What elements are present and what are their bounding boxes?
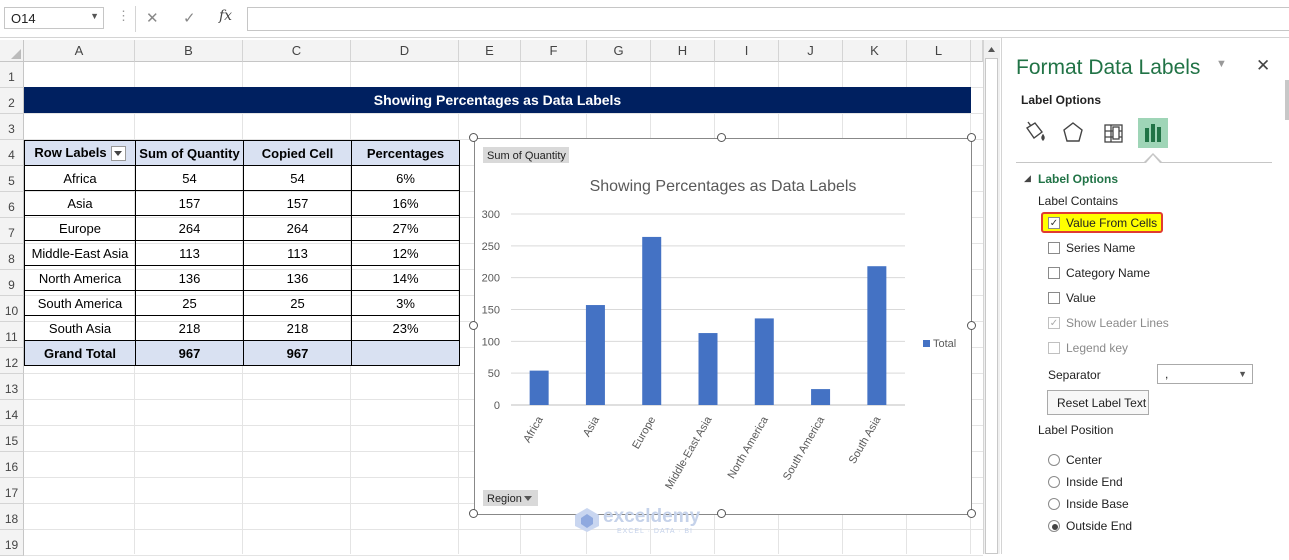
table-cell[interactable]: 25 — [244, 291, 352, 316]
table-cell[interactable]: 136 — [136, 266, 244, 291]
resize-handle[interactable] — [717, 509, 726, 518]
table-cell[interactable]: 16% — [352, 191, 460, 216]
column-header-a[interactable]: A — [24, 40, 135, 62]
column-header-c[interactable]: C — [243, 40, 351, 62]
exceldemy-logo — [573, 506, 601, 532]
radio-inside-end[interactable] — [1048, 475, 1188, 491]
table-cell[interactable] — [352, 341, 460, 366]
y-tick-label: 300 — [481, 209, 500, 221]
table-cell[interactable]: 264 — [244, 216, 352, 241]
table-row — [25, 241, 460, 266]
radio-label: Center — [1066, 453, 1103, 467]
separator-label: Separator — [1048, 368, 1101, 382]
checkbox-box[interactable] — [1048, 242, 1060, 254]
size-properties-tab-icon[interactable] — [1098, 118, 1128, 148]
row-header-18[interactable]: 18 — [0, 504, 24, 530]
cancel-icon[interactable]: ✕ — [146, 10, 159, 27]
table-cell[interactable]: Europe — [25, 216, 136, 241]
table-cell[interactable]: 54 — [244, 166, 352, 191]
bar-north-america[interactable] — [755, 318, 774, 405]
legend-label: Total — [933, 338, 957, 350]
row-header-4[interactable]: 4 — [0, 140, 24, 166]
x-tick-label: Asia — [580, 414, 603, 440]
collapse-triangle-icon[interactable]: ◢ — [1024, 173, 1031, 183]
resize-handle[interactable] — [967, 133, 976, 142]
checkbox-box[interactable] — [1048, 267, 1060, 279]
table-cell[interactable]: South America — [25, 291, 136, 316]
column-header-l[interactable]: L — [907, 40, 971, 62]
row-header-5[interactable]: 5 — [0, 166, 24, 192]
chevron-down-icon: ▼ — [1238, 369, 1247, 379]
pane-subtitle[interactable]: Label Options — [1021, 93, 1102, 107]
checkbox-box[interactable]: ✓ — [1049, 218, 1059, 229]
effects-tab-icon[interactable] — [1058, 118, 1088, 148]
radio-button[interactable] — [1048, 476, 1060, 488]
checkbox-value[interactable] — [1047, 291, 1197, 307]
radio-button[interactable] — [1048, 454, 1060, 466]
table-cell[interactable]: 113 — [136, 241, 244, 266]
watermark-tagline: EXCEL · DATA · BI — [617, 528, 693, 535]
column-header-b[interactable]: B — [135, 40, 243, 62]
scrollbar-thumb[interactable] — [985, 58, 998, 554]
grand-total-row — [25, 341, 460, 366]
header-sum-quantity[interactable]: Sum of Quantity — [136, 141, 244, 166]
resize-handle[interactable] — [967, 509, 976, 518]
table-cell[interactable]: 113 — [244, 241, 352, 266]
bar-europe[interactable] — [642, 237, 661, 405]
x-tick-label: Europe — [630, 414, 659, 452]
row-header-13[interactable]: 13 — [0, 374, 24, 400]
table-cell[interactable]: North America — [25, 266, 136, 291]
radio-button[interactable] — [1048, 498, 1060, 510]
more-options-icon: ⋮ — [117, 8, 130, 23]
row-header-12[interactable]: 12 — [0, 348, 24, 374]
checkbox-value-from-cells[interactable] — [1047, 216, 1197, 232]
resize-handle[interactable] — [469, 509, 478, 518]
filter-dropdown-icon[interactable] — [111, 146, 126, 161]
table-cell[interactable]: 25 — [136, 291, 244, 316]
resize-handle[interactable] — [469, 321, 478, 330]
x-tick-label: South America — [781, 414, 828, 483]
legend-swatch — [923, 340, 930, 347]
checkbox-box — [1048, 342, 1060, 354]
checkbox-box: ✓ — [1049, 318, 1059, 329]
y-tick-label: 200 — [481, 272, 500, 285]
radio-center[interactable] — [1048, 453, 1188, 469]
y-tick-label: 150 — [481, 304, 500, 317]
header-row-labels[interactable] — [25, 141, 136, 166]
table-cell[interactable]: 14% — [352, 266, 460, 291]
y-tick-label: 0 — [493, 400, 500, 412]
column-header-h[interactable]: H — [651, 40, 715, 62]
row-header-2[interactable]: 2 — [0, 88, 24, 114]
bar-south-america[interactable] — [811, 389, 830, 405]
header-percentages[interactable]: Percentages — [352, 141, 460, 166]
row-header-9[interactable]: 9 — [0, 270, 24, 296]
section-label-options[interactable]: Label Options — [1038, 172, 1119, 186]
column-header-g[interactable]: G — [587, 40, 651, 62]
table-cell[interactable]: Grand Total — [25, 341, 136, 366]
label-position-heading: Label Position — [1038, 423, 1114, 437]
table-row — [25, 166, 460, 191]
resize-handle[interactable] — [469, 133, 478, 142]
table-cell[interactable]: 12% — [352, 241, 460, 266]
pivot-table[interactable] — [24, 140, 460, 366]
table-row — [25, 191, 460, 216]
pane-scrollbar[interactable] — [1285, 80, 1289, 120]
y-tick-label: 100 — [481, 336, 500, 349]
table-cell[interactable]: Asia — [25, 191, 136, 216]
reset-label-text-label: Reset Label Text — [1057, 396, 1147, 410]
bar-south-asia[interactable] — [867, 266, 886, 405]
resize-handle[interactable] — [967, 321, 976, 330]
radio-inside-base[interactable] — [1048, 497, 1188, 513]
label-options-tab-icon[interactable] — [1138, 118, 1168, 148]
table-cell[interactable]: 6% — [352, 166, 460, 191]
watermark-name: exceldemy — [603, 506, 701, 527]
x-tick-label: North America — [725, 414, 771, 481]
label-contains-heading: Label Contains — [1038, 194, 1119, 208]
select-all-corner[interactable] — [0, 40, 24, 62]
checkbox-series-name[interactable] — [1047, 241, 1197, 257]
column-header-f[interactable]: F — [521, 40, 587, 62]
table-cell[interactable]: 136 — [244, 266, 352, 291]
y-tick-label: 50 — [487, 368, 500, 381]
table-cell[interactable]: 967 — [244, 341, 352, 366]
enter-icon[interactable]: ✓ — [183, 10, 196, 27]
checkbox-box[interactable] — [1048, 292, 1060, 304]
table-cell[interactable]: 23% — [352, 316, 460, 341]
row-header-1[interactable]: 1 — [0, 62, 24, 88]
table-cell[interactable]: 218 — [244, 316, 352, 341]
checkbox-show-leader-lines — [1047, 316, 1197, 332]
checkbox-legend-key — [1047, 341, 1197, 357]
x-tick-label: South Asia — [846, 414, 884, 467]
checkbox-label: Category Name — [1066, 266, 1151, 280]
row-header-6[interactable]: 6 — [0, 192, 24, 218]
checkbox-label: Value From Cells — [1066, 216, 1158, 230]
row-gridline — [24, 113, 983, 114]
checkbox-label: Series Name — [1066, 241, 1136, 255]
x-tick-label: Africa — [521, 414, 546, 445]
row-header-3[interactable]: 3 — [0, 114, 24, 140]
table-row — [25, 316, 460, 341]
table-cell[interactable]: Africa — [25, 166, 136, 191]
table-cell[interactable]: 27% — [352, 216, 460, 241]
table-cell[interactable]: 218 — [136, 316, 244, 341]
close-icon[interactable]: ✕ — [1256, 56, 1271, 75]
table-cell[interactable]: 157 — [136, 191, 244, 216]
x-tick-label: Middle-East Asia — [663, 414, 715, 492]
row-header-7[interactable]: 7 — [0, 218, 24, 244]
bar-africa[interactable] — [530, 371, 549, 405]
row-header-15[interactable]: 15 — [0, 426, 24, 452]
value-field-button-label: Sum of Quantity — [487, 150, 566, 162]
row-header-10[interactable]: 10 — [0, 296, 24, 322]
table-cell[interactable]: 264 — [136, 216, 244, 241]
table-cell[interactable]: Middle-East Asia — [25, 241, 136, 266]
formula-input[interactable] — [247, 7, 1289, 31]
row-header-14[interactable]: 14 — [0, 400, 24, 426]
scroll-up-icon[interactable] — [985, 43, 998, 56]
row-header-11[interactable]: 11 — [0, 322, 24, 348]
axis-field-button-label: Region — [487, 493, 522, 505]
radio-label: Outside End — [1066, 519, 1133, 533]
table-cell[interactable]: South Asia — [25, 316, 136, 341]
row-header-17[interactable]: 17 — [0, 478, 24, 504]
row-header-16[interactable]: 16 — [0, 452, 24, 478]
name-box[interactable] — [4, 7, 104, 29]
table-row — [25, 291, 460, 316]
tab-indicator-inner — [1146, 155, 1160, 163]
table-cell[interactable]: 967 — [136, 341, 244, 366]
checkbox-label: Legend key — [1066, 341, 1129, 355]
checkbox-category-name[interactable] — [1047, 266, 1197, 282]
header-label: Row Labels — [34, 144, 107, 160]
radio-label: Inside End — [1066, 475, 1123, 489]
header-copied-cell[interactable]: Copied Cell — [244, 141, 352, 166]
table-cell[interactable]: 3% — [352, 291, 460, 316]
bar-middle-east-asia[interactable] — [699, 333, 718, 405]
chevron-down-icon[interactable]: ▼ — [90, 11, 99, 21]
bar-asia[interactable] — [586, 305, 605, 405]
pivot-header-row — [25, 141, 460, 166]
checkbox-label: Value — [1066, 291, 1096, 305]
pane-tab-divider — [1016, 162, 1272, 163]
table-cell[interactable]: 157 — [244, 191, 352, 216]
table-cell[interactable]: 54 — [136, 166, 244, 191]
row-header-8[interactable]: 8 — [0, 244, 24, 270]
column-header-d[interactable]: D — [351, 40, 459, 62]
y-tick-label: 250 — [481, 240, 500, 253]
radio-label: Inside Base — [1066, 497, 1129, 511]
row-gridline — [24, 529, 983, 530]
separator-value: , — [1165, 367, 1169, 381]
checkbox-label: Show Leader Lines — [1066, 316, 1169, 330]
chart-title: Showing Percentages as Data Labels — [589, 178, 857, 195]
name-box-value: O14 — [11, 11, 36, 26]
insert-function-icon[interactable]: fx — [219, 8, 233, 24]
column-header-e[interactable]: E — [459, 40, 521, 62]
column-header-j[interactable]: J — [779, 40, 843, 62]
radio-outside-end[interactable] — [1048, 519, 1188, 535]
table-row — [25, 266, 460, 291]
chart-area[interactable] — [474, 138, 972, 515]
column-header-k[interactable]: K — [843, 40, 907, 62]
column-header-m[interactable] — [971, 40, 983, 62]
separator-select[interactable] — [1157, 364, 1253, 384]
row-header-19[interactable]: 19 — [0, 530, 24, 556]
chart-svg — [475, 139, 973, 516]
pane-title: Format Data Labels — [1016, 56, 1201, 79]
row-gridline — [24, 555, 983, 556]
reset-label-text-button[interactable] — [1047, 390, 1149, 415]
banner-title: Showing Percentages as Data Labels — [24, 87, 971, 113]
table-row — [25, 216, 460, 241]
column-header-i[interactable]: I — [715, 40, 779, 62]
pane-options-dropdown-icon[interactable]: ▼ — [1216, 58, 1227, 70]
resize-handle[interactable] — [717, 133, 726, 142]
fill-line-tab-icon[interactable] — [1019, 118, 1049, 148]
radio-button[interactable] — [1048, 520, 1060, 532]
